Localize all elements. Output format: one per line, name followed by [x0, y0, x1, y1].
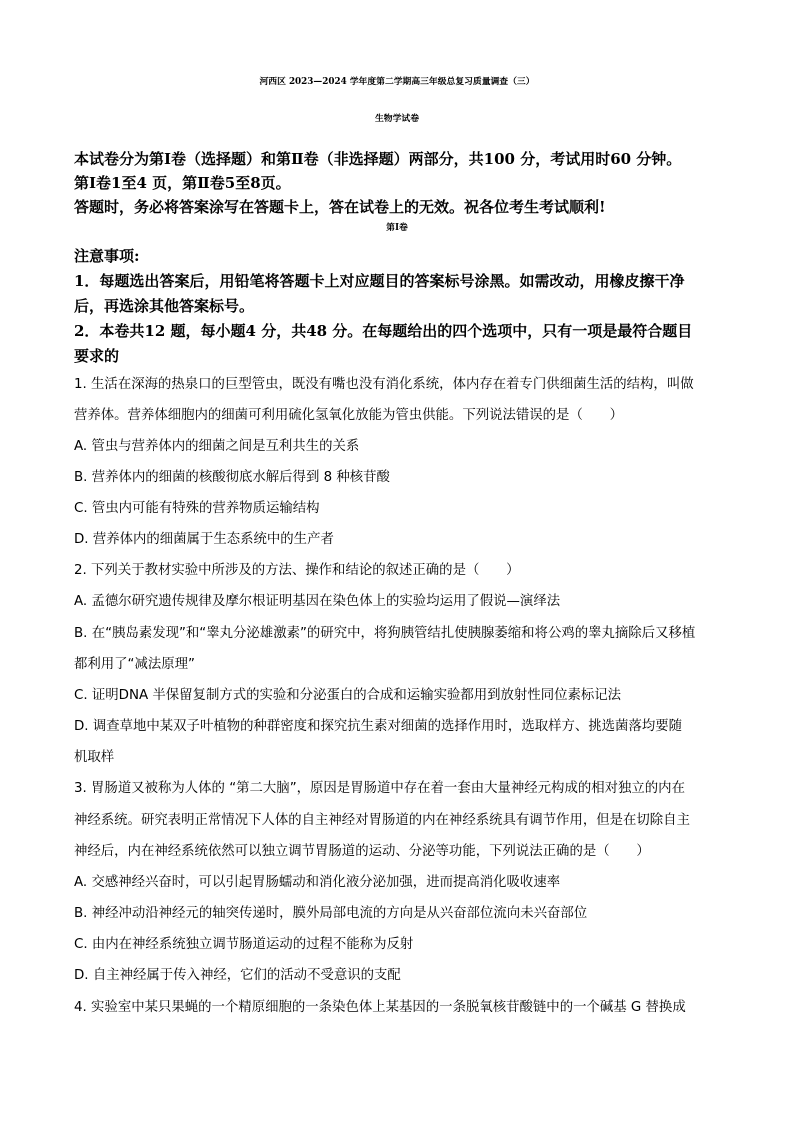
note-line: 2．本卷共12 题，每小题4 分，共48 分。在每题给出的四个选项中，只有一项是最符合题目 — [74, 322, 693, 340]
question-1-stem: 1. 生活在深海的热泉口的巨型管虫，既没有嘴也没有消化系统，体内存在着专门供细菌生活的结构，叫做 — [74, 377, 694, 392]
question-3-stem: 3. 胃肠道又被称为人体的 “第二大脑”，原因是胃肠道中存在着一套由大量神经元构成的相对独立的内在 — [74, 781, 685, 796]
question-1-option-d: D. 营养体内的细菌属于生态系统中的生产者 — [74, 532, 334, 547]
question-2-option-c: C. 证明DNA 半保留复制方式的实验和分泌蛋白的合成和运输实验都用到放射性同位素标记法 — [74, 688, 622, 703]
question-3-option-d: D. 自主神经属于传入神经，它们的活动不受意识的支配 — [74, 968, 401, 983]
note-line: 后，再选涂其他答案标号。 — [74, 297, 255, 315]
question-3-option-c: C. 由内在神经系统独立调节肠道运动的过程不能称为反射 — [74, 937, 414, 952]
question-2-option-a: A. 孟德尔研究遗传规律及摩尔根证明基因在染色体上的实验均运用了假说—演绎法 — [74, 594, 561, 609]
subject-title: 生物学试卷 — [375, 114, 419, 124]
notes-heading: 注意事项: — [74, 247, 140, 265]
intro-line: 本试卷分为第Ⅰ卷（选择题）和第Ⅱ卷（非选择题）两部分，共100 分，考试用时60 分钟。 — [74, 150, 682, 168]
question-3-stem: 神经系统。研究表明正常情况下人体的自主神经对胃肠道的内在神经系统具有调节作用，但是在切除自主 — [74, 813, 690, 828]
question-2-option-b: B. 在“胰岛素发现”和“睾丸分泌雄激素”的研究中，将狗胰管结扎使胰腺萎缩和将公鸡的睾丸摘除后又移植 — [74, 626, 696, 641]
question-2-option-b: 都利用了“减法原理” — [74, 657, 195, 672]
question-1-option-c: C. 管虫内可能有特殊的营养物质运输结构 — [74, 501, 320, 516]
question-1-option-a: A. 管虫与营养体内的细菌之间是互利共生的关系 — [74, 439, 360, 454]
question-1-option-b: B. 营养体内的细菌的核酸彻底水解后得到 8 种核苷酸 — [74, 470, 390, 485]
section-title: 第Ⅰ卷 — [386, 223, 408, 233]
question-1-stem: 营养体。营养体细胞内的细菌可利用硫化氢氧化放能为管虫供能。下列说法错误的是（ ） — [74, 408, 624, 423]
question-3-option-a: A. 交感神经兴奋时，可以引起胃肠蠕动和消化液分泌加强，进而提高消化吸收速率 — [74, 875, 561, 890]
exam-title: 河西区 2023—2024 学年度第二学期高三年级总复习质量调查（三） — [259, 77, 535, 87]
question-4-stem: 4. 实验室中某只果蝇的一个精原细胞的一条染色体上某基因的一条脱氧核苷酸链中的一个碱基 G 替换成 — [74, 1000, 686, 1015]
question-2-option-d: 机取样 — [74, 750, 115, 765]
note-line: 1．每题选出答案后，用铅笔将答题卡上对应题目的答案标号涂黑。如需改动，用橡皮擦干净 — [74, 272, 685, 290]
note-line: 要求的 — [74, 347, 120, 365]
question-2-option-d: D. 调查草地中某双子叶植物的种群密度和探究抗生素对细菌的选择作用时，选取样方、挑选菌落均要随 — [74, 719, 683, 734]
question-2-stem: 2. 下列关于教材实验中所涉及的方法、操作和结论的叙述正确的是（ ） — [74, 563, 520, 578]
intro-line: 答题时，务必将答案涂写在答题卡上，答在试卷上的无效。祝各位考生考试顺利! — [74, 198, 606, 216]
question-3-option-b: B. 神经冲动沿神经元的轴突传递时，膜外局部电流的方向是从兴奋部位流向未兴奋部位 — [74, 906, 588, 921]
question-3-stem: 神经后，内在神经系统依然可以独立调节胃肠道的运动、分泌等功能，下列说法正确的是（ ） — [74, 844, 650, 859]
intro-line: 第Ⅰ卷1至4 页，第Ⅱ卷5至8页。 — [74, 174, 291, 192]
